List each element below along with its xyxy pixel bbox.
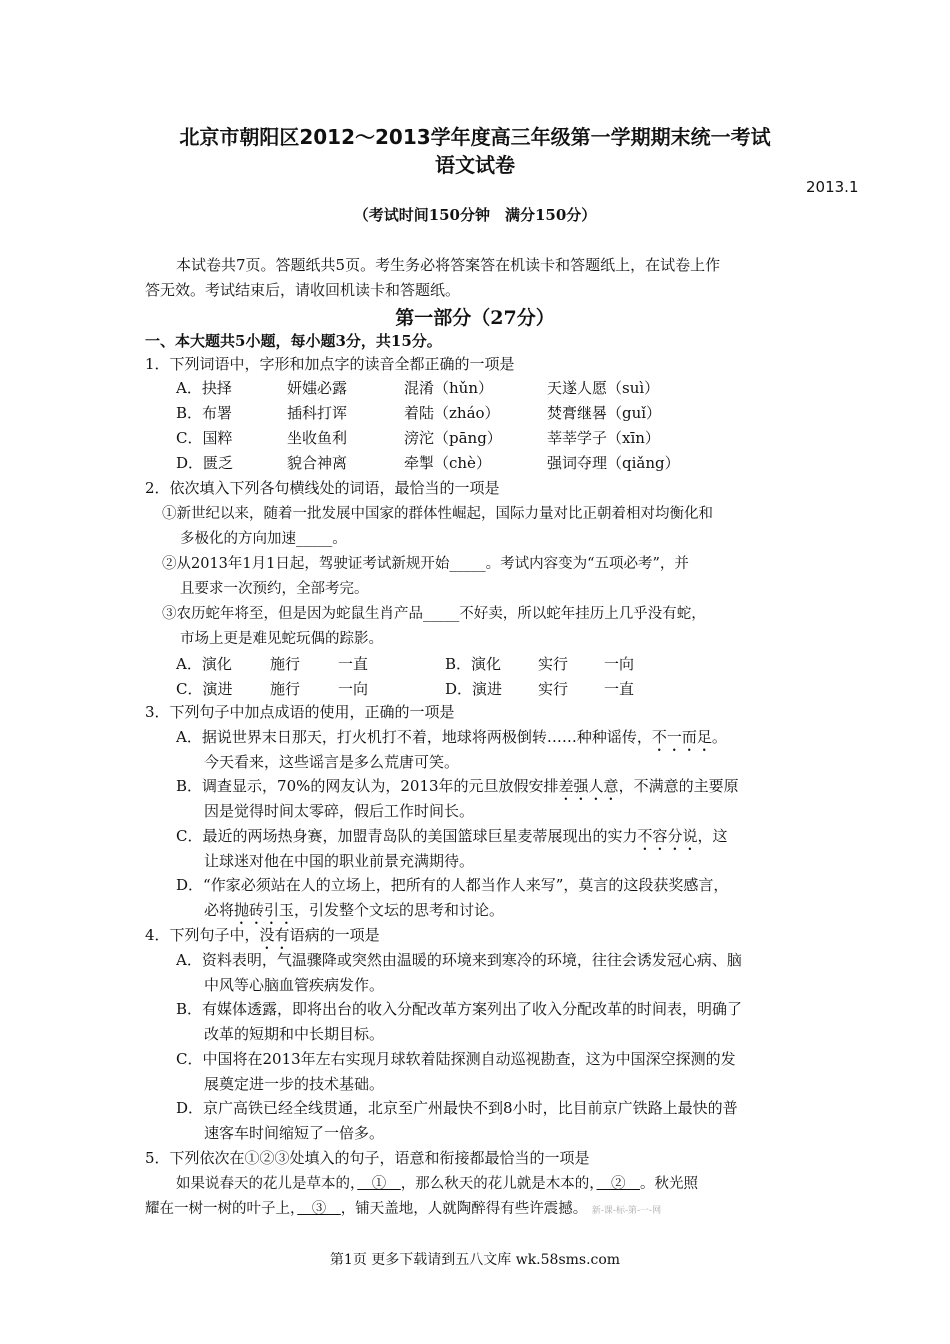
option-cell: 混淆（hǔn） <box>404 379 493 397</box>
answer-blank: _____ <box>449 556 486 572</box>
option-cell: 实行 <box>538 680 569 698</box>
option-cell: C．国粹 <box>176 429 233 447</box>
passage-line <box>176 1172 698 1193</box>
passage-text: ，那么秋天的花儿就是木本的， <box>400 1176 597 1192</box>
option-text: 。 <box>711 728 727 746</box>
question-stem: 5．下列依次在①②③处填入的句子，语意和衔接都最恰当的一项是 <box>145 1149 590 1167</box>
option-cell: 焚膏继晷（guǐ） <box>547 404 662 422</box>
option-text: ，不满意的主要原 <box>618 777 739 795</box>
page-footer: 第1页 更多下载请到五八文库 wk.58sms.com <box>329 1252 621 1268</box>
stem-text: 4．下列句子中， <box>145 926 260 944</box>
question-stem: 3．下列句子中加点成语的使用，正确的一项是 <box>145 703 455 721</box>
answer-blank: ③ <box>297 1201 341 1217</box>
passage-text: 耀在一树一树的叶子上， <box>145 1201 298 1217</box>
watermark: 新-课-标-第-一-网 <box>591 1206 662 1216</box>
exam-subtitle: 语文试卷 <box>435 153 515 177</box>
section-heading: 一、本大题共5小题，每小题3分，共15分。 <box>145 332 442 350</box>
option-cell: C．演进 <box>176 680 233 698</box>
option-cell: 着陆（zháo） <box>404 404 500 422</box>
answer-blank: _____ <box>296 531 333 547</box>
option-text: ，这 <box>697 827 728 845</box>
passage-line <box>145 1197 661 1218</box>
option-line: A．资料表明，气温骤降或突然由温暖的环境来到寒冷的环境，往往会诱发冠心病、脑 <box>176 951 742 969</box>
option-cell: A．抉择 <box>176 379 232 397</box>
option-line: 展奠定进一步的技术基础。 <box>204 1075 385 1093</box>
part-heading: 第一部分（27分） <box>395 307 555 329</box>
passage-text: ，铺天盖地，人就陶醉得有些许震撼。 <box>340 1201 588 1217</box>
option-cell: 实行 <box>538 655 569 673</box>
exam-title: 北京市朝阳区2012～2013学年度高三年级第一学期期末统一考试 <box>179 125 771 149</box>
answer-blank: ② <box>596 1176 640 1192</box>
option-line: 因是觉得时间太零碎，假后工作时间长。 <box>204 802 475 820</box>
sentence-line <box>162 602 706 623</box>
option-text: ，引发整个文坛的思考和讨论。 <box>294 901 505 919</box>
answer-blank: ① <box>357 1176 401 1192</box>
dotted-idiom: 不一而足 <box>651 728 712 746</box>
sentence-line: 市场上更是难见蛇玩偶的踪影。 <box>180 631 383 647</box>
option-cell: 插科打诨 <box>287 404 348 422</box>
option-line: B．有媒体透露，即将出台的收入分配改革方案列出了收入分配改革的时间表，明确了 <box>176 1000 743 1018</box>
question-stem: 1．下列词语中，字形和加点字的读音全都正确的一项是 <box>145 355 515 373</box>
passage-text: 。秋光照 <box>640 1176 698 1192</box>
option-cell: 坐收鱼利 <box>287 429 348 447</box>
option-cell: 妍媸必露 <box>287 379 348 397</box>
option-cell: 一直 <box>338 655 369 673</box>
answer-blank: _____ <box>423 606 460 622</box>
option-text: 必将 <box>204 901 235 919</box>
intro-line: 本试卷共7页。答题纸共5页。考生务必将答案答在机读卡和答题纸上，在试卷上作 <box>176 256 721 274</box>
option-cell: B．布署 <box>176 404 233 422</box>
sentence-text: 。 <box>332 531 347 547</box>
option-line: 速客车时间缩短了一倍多。 <box>204 1124 385 1142</box>
sentence-text: ③农历蛇年将至，但是因为蛇鼠生肖产品 <box>162 606 423 622</box>
passage-text: 如果说春天的花儿是草本的， <box>176 1176 358 1192</box>
option-line: 中风等心脑血管疾病发作。 <box>204 976 385 994</box>
intro-line: 答无效。考试结束后，请收回机读卡和答题纸。 <box>145 281 461 299</box>
dotted-idiom: 抛砖引玉 <box>234 901 295 919</box>
sentence-line <box>162 552 689 573</box>
option-cell: 施行 <box>270 655 301 673</box>
option-cell: 莘莘学子（xīn） <box>547 429 660 447</box>
stem-text: 语病的一项是 <box>289 926 380 944</box>
sentence-line: 且要求一次预约，全部考完。 <box>180 581 369 597</box>
dotted-word: 没有 <box>259 926 290 944</box>
option-cell: 强词夺理（qiǎng） <box>547 454 680 472</box>
option-line: D．京广高铁已经全线贯通，北京至广州最快不到8小时，比目前京广铁路上最快的普 <box>176 1099 738 1117</box>
option-line: 改革的短期和中长期目标。 <box>204 1025 385 1043</box>
option-cell: 天遂人愿（suì） <box>547 379 660 397</box>
option-line: D．“作家必须站在人的立场上，把所有的人都当作人来写”，莫言的这段获奖感言， <box>176 876 729 894</box>
option-text: A．据说世界末日那天，打火机打不着，地球将两极倒转……种种谣传， <box>176 728 652 746</box>
option-cell: A．演化 <box>176 655 232 673</box>
option-cell: 滂沱（pāng） <box>404 429 502 447</box>
option-cell: 一向 <box>338 680 369 698</box>
exam-info: （考试时间150分钟 满分150分） <box>353 206 597 224</box>
dotted-idiom: 不容分说 <box>637 827 698 845</box>
option-cell: 一直 <box>604 680 635 698</box>
option-line: C．中国将在2013年左右实现月球软着陆探测自动巡视勘查，这为中国深空探测的发 <box>176 1050 736 1068</box>
sentence-text: ②从2013年1月1日起，驾驶证考试新规开始 <box>162 556 450 572</box>
option-cell: 一向 <box>604 655 635 673</box>
dotted-idiom: 差强人意 <box>558 777 619 795</box>
sentence-line: ①新世纪以来，随着一批发展中国家的群体性崛起，国际力量对比正朝着相对均衡化和 <box>162 506 713 522</box>
sentence-text: 多极化的方向加速 <box>180 531 296 547</box>
sentence-text: 。考试内容变为“五项必考”，并 <box>485 556 689 572</box>
sentence-text: 不好卖，所以蛇年挂历上几乎没有蛇， <box>459 606 706 622</box>
option-cell: 貌合神离 <box>287 454 348 472</box>
sentence-line <box>180 527 347 548</box>
option-cell: B．演化 <box>445 655 502 673</box>
exam-date: 2013.1 <box>806 178 859 196</box>
question-stem: 2．依次填入下列各句横线处的词语，最恰当的一项是 <box>145 479 500 497</box>
option-text: B．调查显示，70%的网友认为，2013年的元旦放假安排 <box>176 777 559 795</box>
option-cell: D．演进 <box>445 680 503 698</box>
option-cell: 牵掣（chè） <box>404 454 491 472</box>
option-line: 今天看来，这些谣言是多么荒唐可笑。 <box>204 753 460 771</box>
option-text: C．最近的两场热身赛，加盟青岛队的美国篮球巨星麦蒂展现出的实力 <box>176 827 638 845</box>
option-cell: D．匮乏 <box>176 454 234 472</box>
option-cell: 施行 <box>270 680 301 698</box>
option-line: 让球迷对他在中国的职业前景充满期待。 <box>204 852 475 870</box>
